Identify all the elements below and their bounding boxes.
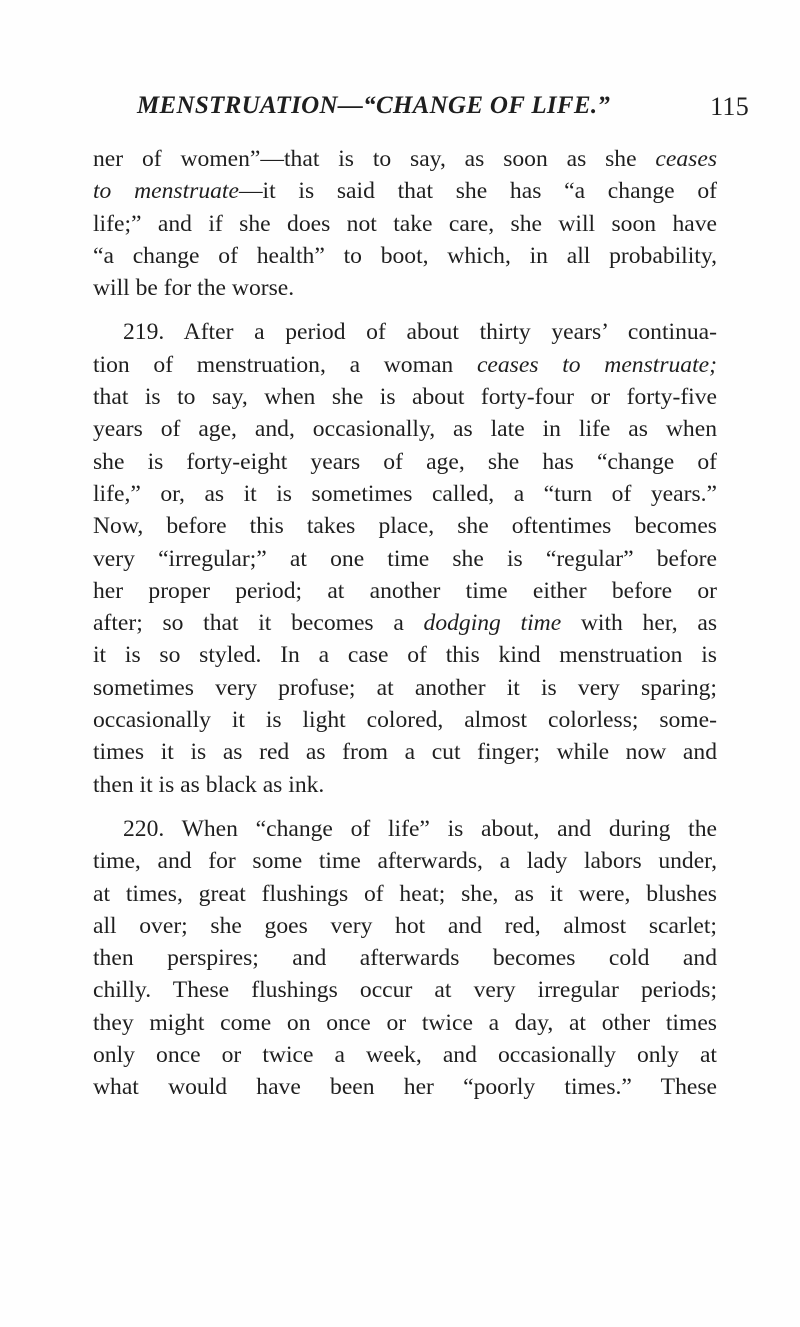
- text-segment: time, and for some time afterwards, a lady labors under,: [93, 848, 717, 875]
- running-title: MENSTRUATION—“CHANGE OF LIFE.”: [137, 92, 611, 119]
- text-line: [93, 143, 717, 175]
- text-segment: then it is as black as ink.: [93, 771, 325, 798]
- text-line: [93, 974, 717, 1006]
- text-segment: she is forty-eight years of age, she has “change of: [93, 448, 717, 475]
- text-line: [93, 413, 717, 445]
- text-line: [93, 478, 717, 510]
- text-segment: then perspires; and afterwards becomes cold and: [93, 945, 717, 972]
- text-segment: ner of women”—that is to say, as soon as she: [93, 146, 656, 172]
- text-line: [93, 769, 717, 801]
- text-segment: life,” or, as it is sometimes called, a “turn of years.”: [93, 480, 717, 507]
- text-line: [93, 1039, 717, 1071]
- text-line: [93, 543, 717, 575]
- text-segment: will be for the worse.: [93, 275, 295, 302]
- text-segment: Now, before this takes place, she oftentimes becomes: [93, 513, 717, 540]
- text-segment: all over; she goes very hot and red, almost scarlet;: [93, 912, 717, 939]
- text-line: [93, 736, 717, 768]
- italic-text: to menstruate: [93, 178, 239, 205]
- text-line: [93, 381, 717, 413]
- text-line: [93, 813, 717, 845]
- text-segment: it is so styled. In a case of this kind menstruation is: [93, 642, 717, 669]
- text-line: [93, 704, 717, 736]
- text-line: [93, 349, 717, 381]
- text-segment: her proper period; at another time either before or: [93, 577, 717, 604]
- text-line: [93, 845, 717, 877]
- text-segment: only once or twice a week, and occasionally only at: [93, 1042, 717, 1069]
- text-line: [93, 316, 717, 348]
- italic-text: dodging time: [423, 610, 562, 637]
- text-line: [93, 607, 717, 639]
- text-segment: occasionally it is light colored, almost colorless; some-: [93, 707, 717, 734]
- text-line: [93, 1071, 717, 1103]
- text-line: [93, 510, 717, 542]
- text-line: [93, 272, 717, 304]
- body-text: [93, 143, 717, 1104]
- text-line: [93, 942, 717, 974]
- text-line: [93, 1007, 717, 1039]
- italic-text: ceases to menstruate;: [476, 351, 717, 378]
- text-line: [93, 446, 717, 478]
- text-segment: 219. After a period of about thirty years’ continua-: [123, 319, 717, 346]
- text-segment: very “irregular;” at one time she is “regular” before: [93, 545, 717, 572]
- text-segment: at times, great flushings of heat; she, as it were, blushes: [93, 880, 717, 907]
- text-line: [93, 575, 717, 607]
- text-segment: 220. When “change of life” is about, and during the: [123, 815, 717, 842]
- text-line: [93, 910, 717, 942]
- text-segment: sometimes very profuse; at another it is very sparing;: [93, 674, 717, 701]
- text-segment: “a change of health” to boot, which, in all probability,: [93, 242, 717, 269]
- page-number: 115: [710, 92, 749, 121]
- text-line: [93, 878, 717, 910]
- text-segment: what would have been her “poorly times.” These: [93, 1074, 717, 1101]
- text-segment: that is to say, when she is about forty-four or forty-five: [93, 384, 717, 411]
- text-line: [93, 639, 717, 671]
- italic-text: ceases: [655, 146, 717, 172]
- text-segment: years of age, and, occasionally, as late in life as when: [93, 416, 717, 443]
- text-line: [93, 208, 717, 240]
- text-line: [93, 672, 717, 704]
- text-segment: chilly. These flushings occur at very irregular periods;: [93, 977, 717, 1004]
- text-segment: —it is said that she has “a change of: [238, 178, 717, 205]
- text-segment: tion of menstruation, a woman: [93, 351, 477, 378]
- running-header: [137, 92, 777, 132]
- paragraph-gap: [93, 801, 717, 813]
- text-segment: times it is as red as from a cut finger; while now and: [93, 739, 717, 766]
- text-segment: with her, as: [561, 610, 717, 637]
- paragraph-gap: [93, 304, 717, 316]
- text-line: [93, 175, 717, 207]
- text-line: [93, 240, 717, 272]
- text-segment: they might come on once or twice a day, at other times: [93, 1009, 717, 1036]
- text-segment: life;” and if she does not take care, she will soon have: [93, 210, 717, 237]
- text-segment: after; so that it becomes a: [93, 610, 424, 637]
